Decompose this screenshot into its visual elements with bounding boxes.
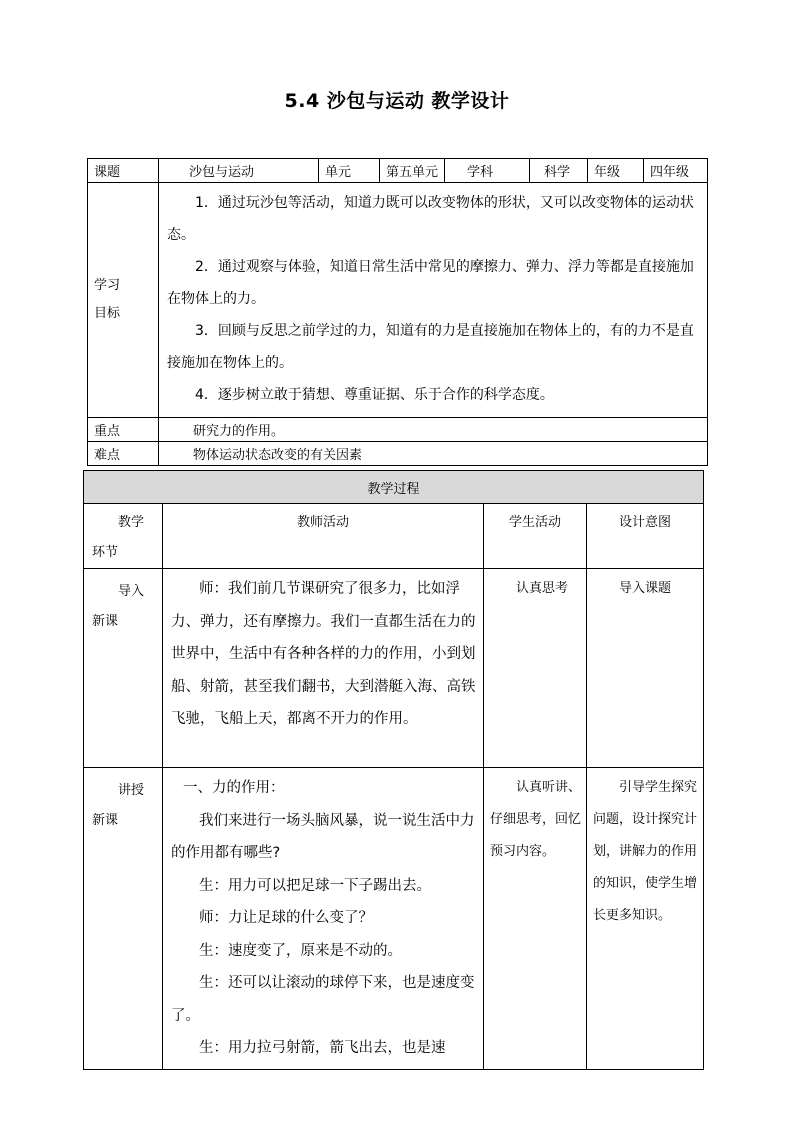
teacher-paragraph: 师：我们前几节课研究了很多力，比如浮力、弹力，还有摩擦力。我们一直都生活在力的世界中，生活中有各种各样的力的作用，小到划船、射箭，甚至我们翻书，大到潜艇入海、高铁飞驰，飞船上天，都离不开力的作用。	[171, 581, 476, 727]
step-header	[84, 504, 163, 569]
process-row-teaching	[84, 768, 704, 1070]
key-point-row	[88, 418, 708, 442]
subject-value: 科学	[530, 159, 588, 183]
process-row-intro	[84, 569, 704, 768]
goal-item: 3．回顾与反思之前学过的力，知道有的力是直接施加在物体上的，有的力不是直接施加在物体上的。	[167, 323, 694, 371]
info-row	[88, 159, 708, 183]
teaching-process-table	[83, 470, 704, 1070]
design-intent	[587, 768, 704, 1070]
step-line-2: 新课	[92, 813, 119, 828]
student-activity	[484, 768, 587, 1070]
goals-label-line-1: 学习	[94, 278, 121, 293]
step-cell	[84, 569, 163, 768]
process-header-row	[84, 504, 704, 569]
teacher-activity	[163, 768, 484, 1070]
teacher-paragraph: 生：用力拉弓射箭，箭飞出去，也是速	[199, 1040, 446, 1056]
grade-label: 年级	[588, 159, 644, 183]
step-header-line-1: 教学	[118, 515, 145, 530]
teacher-paragraph: 生：用力可以把足球一下子踢出去。	[199, 877, 431, 894]
document-title: 5.4 沙包与运动 教学设计	[284, 90, 510, 112]
student-activity	[484, 569, 587, 768]
goals-label	[88, 183, 159, 418]
difficulty-value: 物体运动状态改变的有关因素	[159, 442, 708, 466]
process-title-row	[84, 471, 704, 504]
student-text: 认真听讲、仔细思考，回忆预习内容。	[490, 780, 582, 859]
subject-label: 学科	[445, 159, 530, 183]
step-line-1: 讲授	[118, 783, 145, 798]
unit-label: 单元	[319, 159, 380, 183]
teacher-paragraph: 生：还可以让滚动的球停下来，也是速度变了。	[171, 975, 475, 1024]
difficulty-row	[88, 442, 708, 466]
goals-row	[88, 183, 708, 418]
grade-value: 四年级	[644, 159, 708, 183]
step-cell	[84, 768, 163, 1070]
student-text: 认真思考	[516, 581, 569, 596]
step-header-line-2: 环节	[92, 545, 119, 560]
unit-value: 第五单元	[380, 159, 445, 183]
process-title: 教学过程	[84, 471, 704, 504]
step-line-2: 新课	[92, 614, 119, 629]
course-value: 沙包与运动	[159, 159, 319, 183]
teacher-paragraph: 师：力让足球的什么变了？	[199, 910, 373, 926]
goals-content	[159, 183, 708, 418]
key-point-label: 重点	[88, 418, 159, 442]
teacher-paragraph: 生：速度变了，原来是不动的。	[199, 942, 402, 959]
design-text: 引导学生探究问题，设计探究计划，讲解力的作用的知识，使学生增长更多知识。	[593, 780, 698, 923]
course-label: 课题	[88, 159, 159, 183]
lesson-info-table	[87, 158, 708, 466]
key-point-value: 研究力的作用。	[159, 418, 708, 442]
student-header: 学生活动	[484, 504, 587, 569]
difficulty-label: 难点	[88, 442, 159, 466]
design-header: 设计意图	[587, 504, 704, 569]
goal-item: 1．通过玩沙包等活动，知道力既可以改变物体的形状，又可以改变物体的运动状态。	[167, 195, 694, 243]
step-line-1: 导入	[118, 584, 145, 599]
goal-item: 4．逐步树立敢于猜想、尊重证据、乐于合作的科学态度。	[195, 387, 554, 403]
goal-item: 2．通过观察与体验，知道日常生活中常见的摩擦力、弹力、浮力等都是直接施加在物体上的力。	[167, 259, 694, 307]
teacher-header: 教师活动	[163, 504, 484, 569]
design-intent	[587, 569, 704, 768]
teacher-paragraph: 一、力的作用：	[183, 780, 285, 796]
goals-label-line-2: 目标	[94, 306, 121, 321]
teacher-paragraph: 我们来进行一场头脑风暴，说一说生活中力的作用都有哪些?	[171, 812, 475, 861]
teacher-activity	[163, 569, 484, 768]
design-text: 导入课题	[619, 581, 672, 596]
